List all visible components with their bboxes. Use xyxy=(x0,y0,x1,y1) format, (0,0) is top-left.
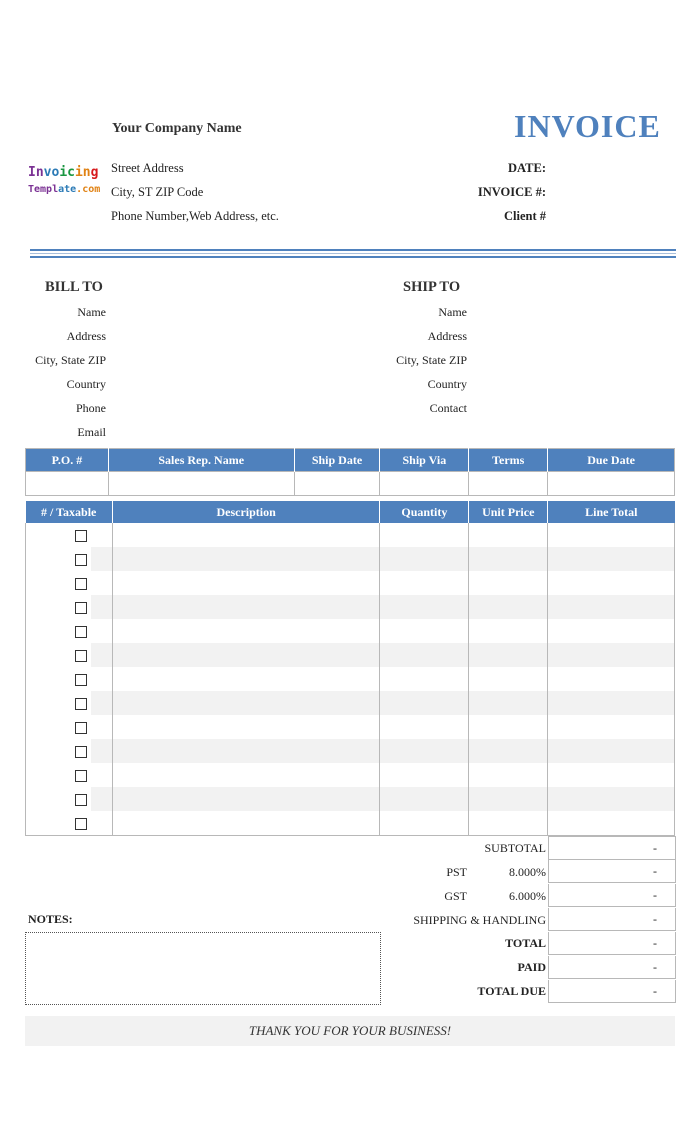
invoice-title: INVOICE xyxy=(514,108,661,144)
bill-to-country-label: Country xyxy=(66,377,106,391)
date-label: DATE: xyxy=(508,161,546,175)
description-cell[interactable] xyxy=(112,595,380,619)
quantity-cell[interactable] xyxy=(380,739,469,763)
order-info-table xyxy=(25,448,675,496)
table-row xyxy=(26,619,675,643)
item-number-cell[interactable] xyxy=(26,547,92,571)
ship-date-cell[interactable] xyxy=(294,472,380,496)
table-row xyxy=(26,595,675,619)
bill-to-title: BILL TO xyxy=(45,279,103,295)
bill-to-phone-label: Phone xyxy=(76,401,106,415)
quantity-cell[interactable] xyxy=(380,523,469,547)
po-number-cell[interactable] xyxy=(26,472,109,496)
quantity-cell[interactable] xyxy=(380,547,469,571)
notes-box[interactable] xyxy=(25,932,381,1005)
quantity-cell[interactable] xyxy=(380,787,469,811)
shipping-label: SHIPPING & HANDLING xyxy=(413,913,546,927)
quantity-cell[interactable] xyxy=(380,763,469,787)
sales-rep-header: Sales Rep. Name xyxy=(108,449,294,472)
line-total-cell xyxy=(548,667,675,691)
item-number-cell[interactable] xyxy=(26,691,92,715)
ship-to-address-label: Address xyxy=(427,329,467,343)
description-cell[interactable] xyxy=(112,619,380,643)
unit-price-cell[interactable] xyxy=(469,667,548,691)
item-number-cell[interactable] xyxy=(26,571,92,595)
taxable-checkbox[interactable] xyxy=(75,650,87,662)
item-number-cell[interactable] xyxy=(26,667,92,691)
ship-to-contact-label: Contact xyxy=(429,401,467,415)
unit-price-cell[interactable] xyxy=(469,763,548,787)
unit-price-cell[interactable] xyxy=(469,739,548,763)
bill-to-address-label: Address xyxy=(66,329,106,343)
table-row xyxy=(26,763,675,787)
line-total-cell xyxy=(548,811,675,836)
ship-date-header: Ship Date xyxy=(294,449,380,472)
line-total-cell xyxy=(548,739,675,763)
taxable-checkbox[interactable] xyxy=(75,674,87,686)
unit-price-cell[interactable] xyxy=(469,571,548,595)
item-number-cell[interactable] xyxy=(26,619,92,643)
company-name: Your Company Name xyxy=(112,121,242,136)
taxable-cell[interactable] xyxy=(91,595,112,619)
subtotal-value: - xyxy=(548,836,676,860)
taxable-checkbox[interactable] xyxy=(75,578,87,590)
header-divider-thin xyxy=(30,253,676,254)
taxable-checkbox[interactable] xyxy=(75,770,87,782)
line-total-cell xyxy=(548,643,675,667)
taxable-checkbox[interactable] xyxy=(75,722,87,734)
header-divider-bottom xyxy=(30,256,676,258)
taxable-checkbox[interactable] xyxy=(75,626,87,638)
bill-to-city-label: City, State ZIP xyxy=(35,353,106,367)
item-number-cell[interactable] xyxy=(26,811,92,836)
quantity-cell[interactable] xyxy=(380,715,469,739)
invoice-number-label: INVOICE #: xyxy=(477,185,546,199)
taxable-header: # / Taxable xyxy=(26,501,113,523)
description-cell[interactable] xyxy=(112,739,380,763)
description-cell[interactable] xyxy=(112,811,380,836)
logo-line2: Template.com xyxy=(28,184,101,195)
line-total-cell xyxy=(548,715,675,739)
description-cell[interactable] xyxy=(112,787,380,811)
total-due-label: TOTAL DUE xyxy=(477,984,546,998)
pst-label: PST xyxy=(446,865,467,879)
description-cell[interactable] xyxy=(112,715,380,739)
table-row xyxy=(26,571,675,595)
item-number-cell[interactable] xyxy=(26,739,92,763)
description-cell[interactable] xyxy=(112,643,380,667)
table-row xyxy=(26,787,675,811)
terms-header: Terms xyxy=(469,449,548,472)
line-total-cell xyxy=(548,691,675,715)
line-total-cell xyxy=(548,619,675,643)
taxable-cell[interactable] xyxy=(91,715,112,739)
quantity-cell[interactable] xyxy=(380,691,469,715)
quantity-cell[interactable] xyxy=(380,595,469,619)
ship-to-country-label: Country xyxy=(427,377,467,391)
taxable-checkbox[interactable] xyxy=(75,818,87,830)
description-cell[interactable] xyxy=(112,667,380,691)
item-number-cell[interactable] xyxy=(26,595,92,619)
header-divider xyxy=(30,249,676,251)
taxable-cell[interactable] xyxy=(91,811,112,836)
unit-price-cell[interactable] xyxy=(469,619,548,643)
item-number-cell[interactable] xyxy=(26,643,92,667)
item-number-cell[interactable] xyxy=(26,763,92,787)
quantity-cell[interactable] xyxy=(380,643,469,667)
table-row xyxy=(26,715,675,739)
taxable-cell[interactable] xyxy=(91,667,112,691)
total-due-value: - xyxy=(548,980,676,1003)
description-cell[interactable] xyxy=(112,571,380,595)
unit-price-cell[interactable] xyxy=(469,715,548,739)
terms-cell[interactable] xyxy=(469,472,548,496)
table-row xyxy=(26,739,675,763)
taxable-cell[interactable] xyxy=(91,619,112,643)
unit-price-cell[interactable] xyxy=(469,811,548,836)
subtotal-label: SUBTOTAL xyxy=(484,841,546,855)
logo-line1: Invoicing xyxy=(28,165,99,180)
taxable-cell[interactable] xyxy=(91,763,112,787)
taxable-cell[interactable] xyxy=(91,643,112,667)
taxable-cell[interactable] xyxy=(91,739,112,763)
quantity-cell[interactable] xyxy=(380,571,469,595)
taxable-cell[interactable] xyxy=(91,691,112,715)
paid-value[interactable]: - xyxy=(548,956,676,979)
quantity-cell[interactable] xyxy=(380,619,469,643)
bill-to-name-label: Name xyxy=(77,305,106,319)
item-number-cell[interactable] xyxy=(26,715,92,739)
taxable-cell[interactable] xyxy=(91,523,112,547)
bill-to-email-label: Email xyxy=(77,425,106,439)
sales-rep-cell[interactable] xyxy=(108,472,294,496)
ship-to-title: SHIP TO xyxy=(403,279,461,295)
shipping-value[interactable]: - xyxy=(548,908,676,931)
unit-price-cell[interactable] xyxy=(469,787,548,811)
pst-rate[interactable]: 8.000% xyxy=(509,865,546,879)
line-total-cell xyxy=(548,787,675,811)
taxable-cell[interactable] xyxy=(91,547,112,571)
table-row xyxy=(26,643,675,667)
unit-price-cell[interactable] xyxy=(469,523,548,547)
table-row xyxy=(26,667,675,691)
quantity-header: Quantity xyxy=(380,501,469,523)
taxable-checkbox[interactable] xyxy=(75,530,87,542)
total-value: - xyxy=(548,932,676,955)
item-number-cell[interactable] xyxy=(26,523,92,547)
table-row xyxy=(26,547,675,571)
item-number-cell[interactable] xyxy=(26,787,92,811)
po-number-header: P.O. # xyxy=(26,449,109,472)
taxable-checkbox[interactable] xyxy=(75,602,87,614)
gst-value: - xyxy=(548,884,676,907)
due-date-cell[interactable] xyxy=(548,472,675,496)
total-label: TOTAL xyxy=(505,936,546,950)
notes-label: NOTES: xyxy=(28,912,73,926)
unit-price-cell[interactable] xyxy=(469,643,548,667)
table-row xyxy=(26,811,675,836)
pst-value: - xyxy=(548,860,676,883)
description-cell[interactable] xyxy=(112,523,380,547)
company-logo xyxy=(28,164,104,198)
taxable-cell[interactable] xyxy=(91,571,112,595)
table-row xyxy=(26,691,675,715)
due-date-header: Due Date xyxy=(548,449,675,472)
line-total-header: Line Total xyxy=(548,501,675,523)
quantity-cell[interactable] xyxy=(380,667,469,691)
contact-info: Phone Number,Web Address, etc. xyxy=(111,209,279,223)
ship-via-header: Ship Via xyxy=(380,449,469,472)
taxable-checkbox[interactable] xyxy=(75,698,87,710)
line-total-cell xyxy=(548,523,675,547)
line-total-cell xyxy=(548,763,675,787)
gst-label: GST xyxy=(444,889,467,903)
ship-via-cell[interactable] xyxy=(380,472,469,496)
taxable-cell[interactable] xyxy=(91,787,112,811)
gst-rate[interactable]: 6.000% xyxy=(509,889,546,903)
description-header: Description xyxy=(112,501,380,523)
description-cell[interactable] xyxy=(112,547,380,571)
ship-to-name-label: Name xyxy=(438,305,467,319)
line-total-cell xyxy=(548,595,675,619)
description-cell[interactable] xyxy=(112,763,380,787)
unit-price-cell[interactable] xyxy=(469,595,548,619)
line-total-cell xyxy=(548,547,675,571)
taxable-checkbox[interactable] xyxy=(75,746,87,758)
city-state-zip: City, ST ZIP Code xyxy=(111,185,204,199)
unit-price-cell[interactable] xyxy=(469,691,548,715)
unit-price-cell[interactable] xyxy=(469,547,548,571)
taxable-checkbox[interactable] xyxy=(75,554,87,566)
ship-to-city-label: City, State ZIP xyxy=(396,353,467,367)
line-total-cell xyxy=(548,571,675,595)
table-row xyxy=(26,523,675,547)
unit-price-header: Unit Price xyxy=(469,501,548,523)
paid-label: PAID xyxy=(517,960,546,974)
street-address: Street Address xyxy=(111,161,184,175)
thank-you-footer: THANK YOU FOR YOUR BUSINESS! xyxy=(25,1016,675,1046)
quantity-cell[interactable] xyxy=(380,811,469,836)
description-cell[interactable] xyxy=(112,691,380,715)
line-items-table xyxy=(25,501,675,836)
taxable-checkbox[interactable] xyxy=(75,794,87,806)
client-number-label: Client # xyxy=(503,209,546,223)
